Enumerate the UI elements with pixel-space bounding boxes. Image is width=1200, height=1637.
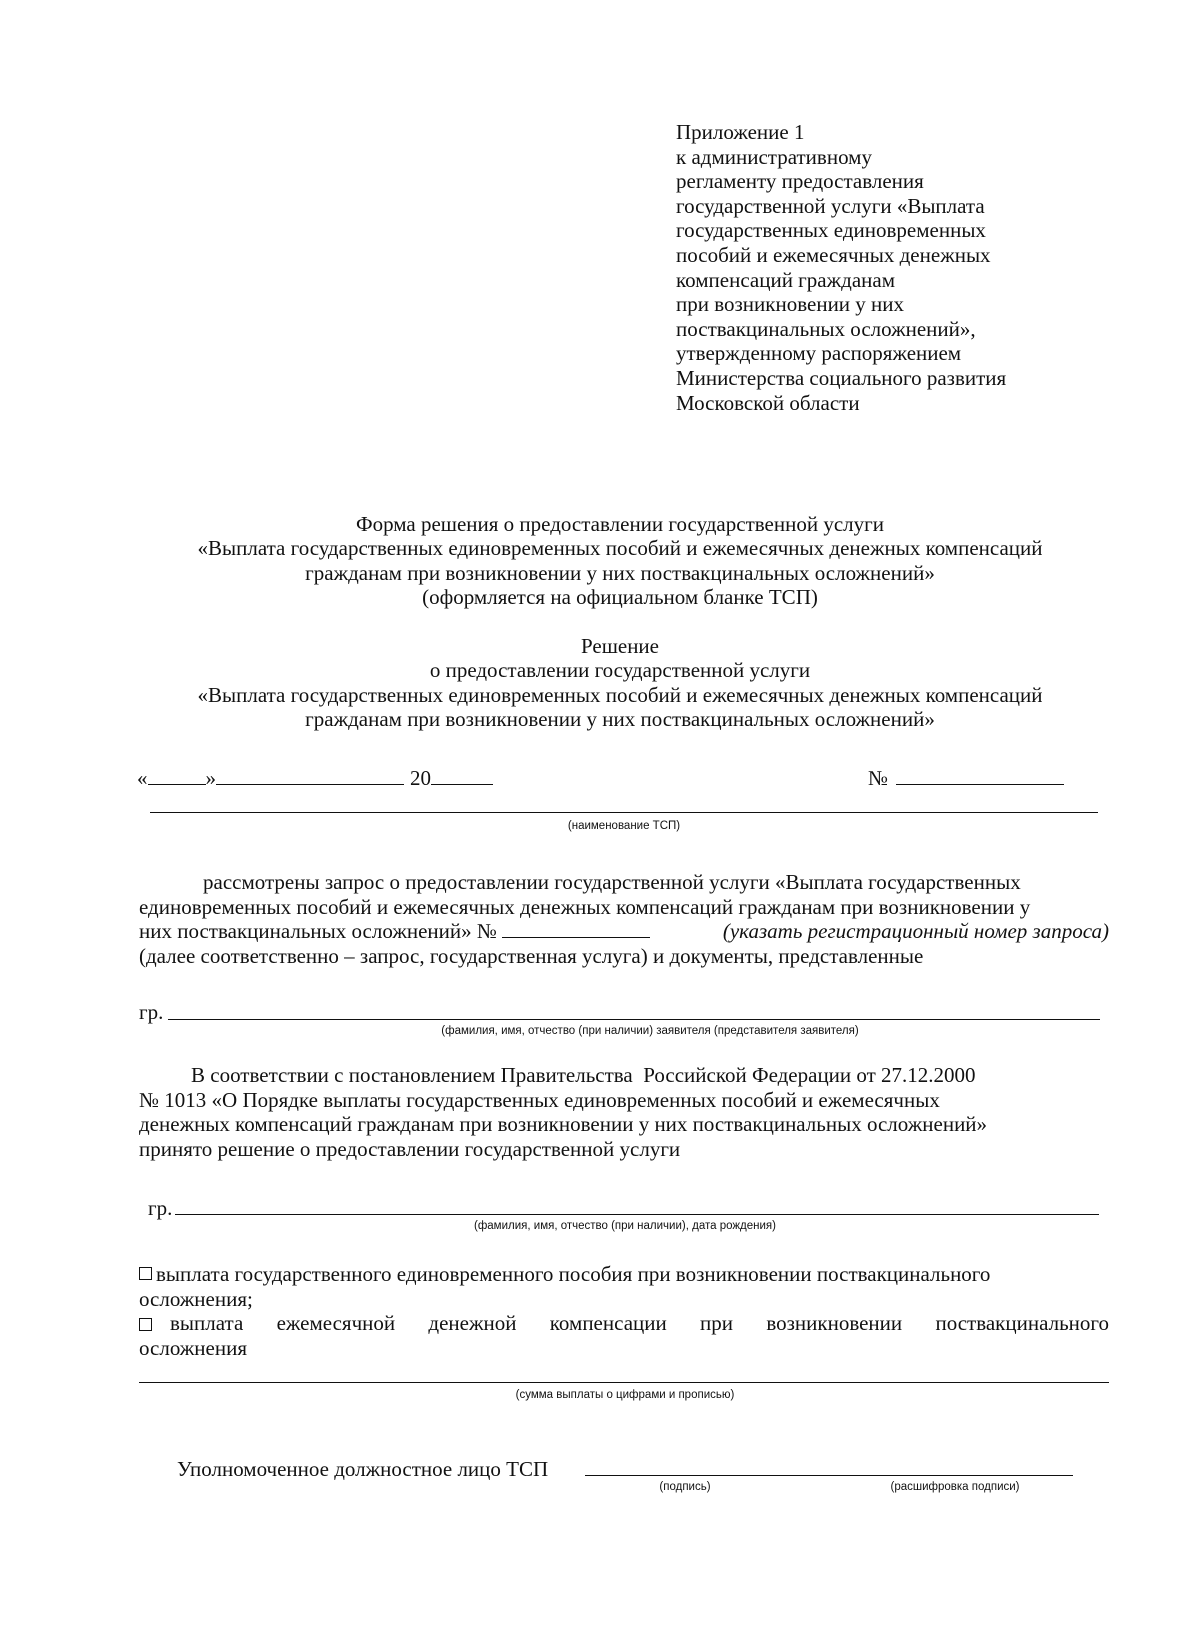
paragraph-text: рассмотрены запрос о предоставлении государственной услуги «Выплата государственных (203, 870, 1021, 894)
form-title-line: гражданам при возникновении у них поствакцинальных осложнений» (305, 560, 935, 585)
tsp-caption: (наименование ТСП) (567, 820, 681, 832)
option-line (139, 1311, 1109, 1336)
decision-title-line: о предоставлении государственной услуги (429, 658, 811, 683)
form-title (120, 512, 1120, 610)
official-label: Уполномоченное должностное лицо ТСП (177, 1457, 549, 1481)
signature-decode-caption: (расшифровка подписи) (890, 1481, 1020, 1493)
appendix-line: компенсаций гражданам (676, 267, 895, 292)
appendix-line: при возникновении у них (676, 292, 905, 317)
option-text: выплата ежемесячной денежной компенсации при возникновении поствакцинального (170, 1311, 1109, 1335)
paragraph-text: единовременных пособий и ежемесячных денежных компенсаций гражданам при возникновении у (139, 894, 1031, 919)
applicant-name-line[interactable] (168, 1019, 1100, 1020)
payment-sum-line[interactable] (139, 1382, 1109, 1383)
recipient-name-line[interactable] (175, 1214, 1099, 1215)
paragraph-text: принято решение о предоставлении государственной услуги (139, 1136, 681, 1161)
paragraph-text: денежных компенсаций гражданам при возникновении у них поствакцинальных осложнений» (139, 1112, 988, 1137)
signature-caption: (подпись) (659, 1481, 711, 1493)
appendix-line: утвержденному распоряжением (676, 341, 962, 366)
tsp-name-line[interactable] (150, 812, 1098, 813)
appendix-line: поствакцинальных осложнений», (676, 316, 976, 341)
option-line (139, 1262, 1109, 1287)
paragraph-line (139, 1063, 1109, 1088)
appendix-line: Министерства социального развития (676, 365, 1007, 390)
appendix-line: Московской области (676, 390, 860, 415)
appendix-line: Приложение 1 (676, 120, 805, 144)
date-open-quote: « (137, 766, 148, 790)
paragraph-line (139, 1112, 1109, 1137)
paragraph-line (139, 1088, 1109, 1113)
month-blank[interactable] (216, 764, 404, 785)
paragraph-text: них поствакцинальных осложнений» № (139, 919, 497, 944)
day-blank[interactable] (148, 764, 206, 785)
number-sign: № (868, 766, 889, 790)
paragraph-line (139, 1137, 1109, 1162)
paragraph-text: В соответствии с постановлением Правительства Российской Федерации от 27.12.2000 (191, 1063, 976, 1087)
request-paragraph (139, 870, 1109, 968)
request-number-hint: (указать регистрационный номер запроса) (722, 919, 1109, 944)
recipient-prefix: гр. (148, 1196, 173, 1220)
appendix-block (676, 120, 1096, 415)
paragraph-text: № 1013 «О Порядке выплаты государственных единовременных пособий и ежемесячных (139, 1087, 940, 1112)
decision-title (120, 634, 1120, 732)
checkbox-lump-sum[interactable] (139, 1267, 152, 1280)
appendix-line: государственных единовременных (676, 218, 986, 243)
option-monthly (139, 1311, 1109, 1360)
date-close-quote: » (205, 766, 216, 790)
form-title-line: «Выплата государственных единовременных пособий и ежемесячных денежных компенсаций (197, 536, 1043, 561)
paragraph-line (139, 895, 1109, 920)
request-number-blank[interactable] (502, 919, 650, 938)
decision-paragraph (139, 1063, 1109, 1161)
paragraph-line (139, 870, 1109, 895)
option-line: осложнения; (139, 1286, 253, 1311)
appendix-line: регламенту предоставления (676, 169, 924, 194)
form-title-line: Форма решения о предоставлении государственной услуги (356, 512, 884, 536)
year-blank[interactable] (431, 764, 493, 785)
option-line: осложнения (139, 1335, 248, 1360)
signature-line[interactable] (585, 1475, 1073, 1476)
recipient-caption: (фамилия, имя, отчество (при наличии), дата рождения) (474, 1220, 776, 1232)
checkbox-monthly[interactable] (139, 1318, 152, 1331)
paragraph-text: (далее соответственно – запрос, государственная услуга) и документы, представленные (139, 943, 924, 968)
option-lump-sum (139, 1262, 1109, 1311)
decision-title-line: «Выплата государственных единовременных пособий и ежемесячных денежных компенсаций (197, 682, 1043, 707)
applicant-caption: (фамилия, имя, отчество (при наличии) заявителя (представителя заявителя) (441, 1025, 859, 1037)
decision-date (137, 764, 493, 791)
decision-number (868, 764, 1064, 791)
option-text: выплата государственного единовременного пособия при возникновении поствакцинального (156, 1262, 991, 1286)
applicant-prefix: гр. (139, 1000, 164, 1024)
paragraph-line (139, 944, 1109, 969)
appendix-line: государственной услуги «Выплата (676, 193, 985, 218)
sum-caption: (сумма выплаты о цифрами и прописью) (515, 1389, 735, 1401)
decision-title-line: Решение (580, 634, 659, 658)
form-title-line: (оформляется на официальном бланке ТСП) (422, 585, 818, 610)
number-blank[interactable] (896, 764, 1064, 785)
appendix-line: к административному (676, 144, 872, 169)
year-prefix: 20 (410, 766, 431, 790)
appendix-line: пособий и ежемесячных денежных (676, 242, 991, 267)
paragraph-line (139, 919, 1109, 944)
decision-title-line: гражданам при возникновении у них поствакцинальных осложнений» (305, 707, 935, 732)
